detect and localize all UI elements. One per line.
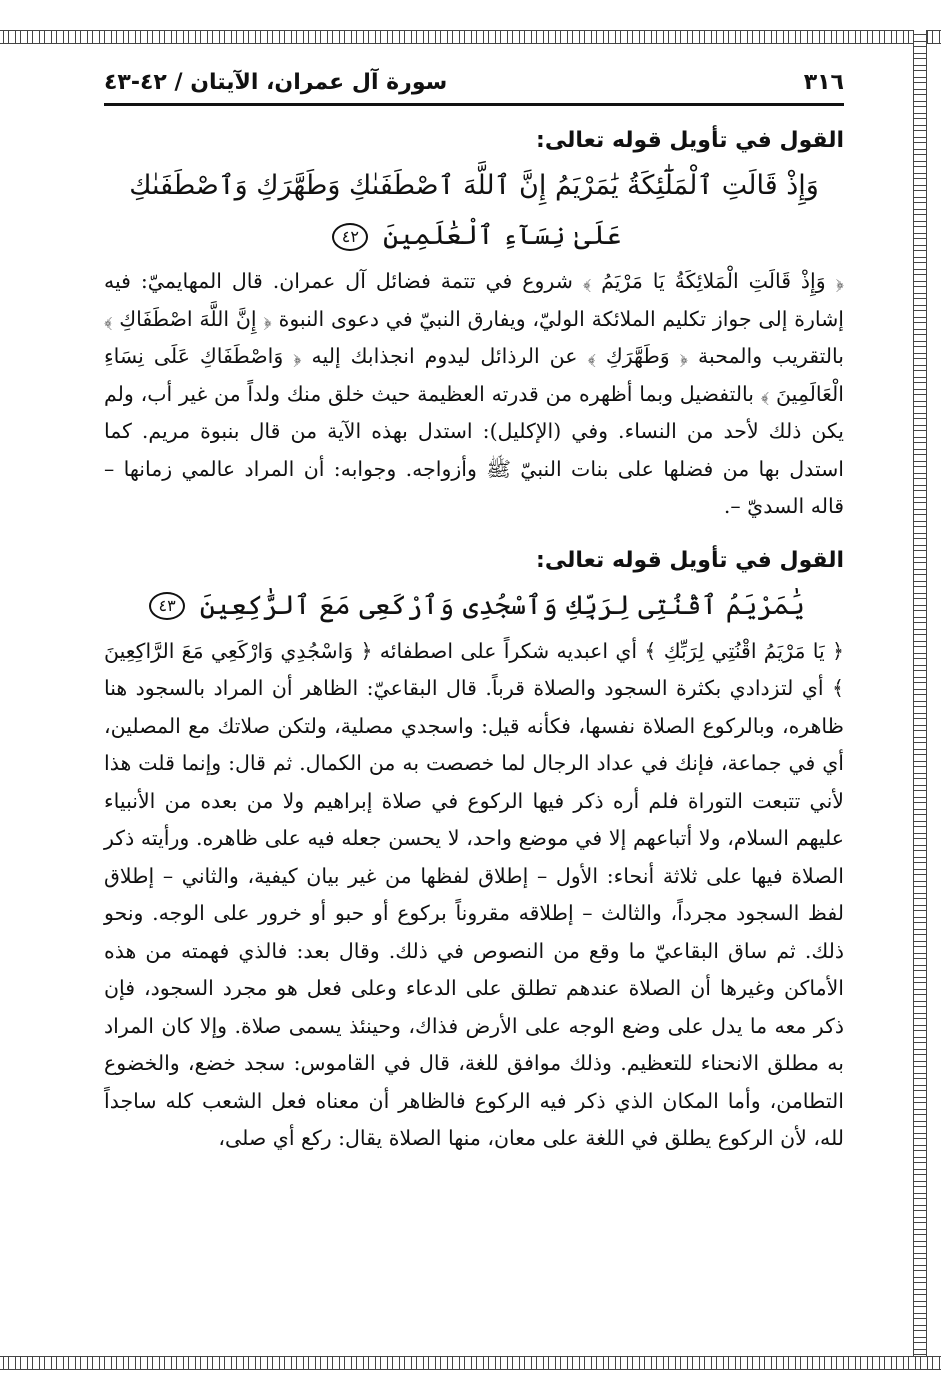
verse-text: يَٰمَرْيَمُ ٱقْنُتِى لِرَبِّكِ وَٱسْجُدِى وَٱرْكَعِى مَعَ ٱلرَّٰكِعِينَ [199, 589, 805, 621]
bottom-ornamental-border [0, 1356, 941, 1370]
section-heading: القول في تأويل قوله تعالى: [536, 547, 844, 573]
section-heading: القول في تأويل قوله تعالى: [536, 128, 844, 153]
verse-number-marker: ٤٢ [332, 223, 368, 251]
top-ornamental-border [0, 30, 941, 44]
commentary-paragraph: ﴿ وَإِذْ قَالَتِ الْمَلائِكَةُ يَا مَرْيَمُ ﴾ شروع في تتمة فضائل آل عمران. قال المهايميّ: فيه إشارة إلى جواز تكليم الملائكة الوليّ، ويفارق النبيّ في دعوى النبوة ﴿ إِنَّ اللَّهَ اصْطَفَاكِ ﴾ بالتقريب والمحبة ﴿ وَطَهَّرَكِ ﴾ عن الرذائل ليدوم انجذابك إليه ﴿ وَاصْطَفَاكِ عَلَى نِسَاءِ الْعَالَمِينَ ﴾ بالتفضيل وبما أظهره من قدرته العظيمة حيث خلق منك ولداً من غير أب، ولم يكن ذلك لأحد من النساء. وفي (الإكليل): استدل بهذه الآية من قال بنبوة مريم. كما استدل بها من فضلها على بنات النبيّ ﷺ وأزواجه. وجوابه: أن المراد عالمي زمانها – قاله السديّ –. [104, 269, 844, 518]
quran-verse-line [104, 213, 844, 259]
verse-text: عَلَىٰ نِسَآءِ ٱلْعَٰلَمِينَ [382, 220, 622, 251]
commentary-paragraph: ﴿ يَا مَرْيَمُ اقْنُتِي لِرَبِّكِ ﴾ أي اعبديه شكراً على اصطفائه ﴿ وَاسْجُدِي وَارْكَعِي مَعَ الرَّاكِعِينَ ﴾ أي لتزدادي بكثرة السجود والصلاة قرباً. قال البقاعيّ: الظاهر أن المراد بالسجود هنا ظاهره، وبالركوع الصلاة نفسها، فكأنه قيل: واسجدي مصلية، ولتكن صلاتك مع المصلين، أي في جماعة، فإنك في عداد الرجال لما خصصت به من الكمال. ثم قال: وإنما قلت هذا لأني تتبعت التوراة فلم أره ذكر فيها الركوع في صلاة إبراهيم ولا من بعده من الأنبياء عليهم السلام، ولا أتباعهم إلا في موضع واحد، لا يحسن جعله فيه على ظاهره. ورأيته ذكر الصلاة فيها على ثلاثة أنحاء: الأول – إطلاق لفظها من غير بيان كيفية، والثاني – إطلاق لفظ السجود مجرداً، والثالث – إطلاقه مقروناً بركوع أو حبو أو خرور على الوجه. ونحو ذلك. ثم ساق البقاعيّ ما وقع من النصوص في ذلك. وقال بعد: فالذي فهمته من هذه الأماكن وغيرها أن الصلاة عندهم تطلق على الدعاء وعلى فعل هو مجرد السجود، فإن ذكر معه ما يدل على وضع الوجه على الأرض فذاك، وحينئذ يسمى صلاة. وإلا كان المراد به مطلق الانحناء للتعظيم. وذلك موافق للغة، قال في القاموس: سجد خضع، والخضوع التطامن، وأما المكان الذي ذكر فيه الركوع فالظاهر أن معناه فعل الشعب كله ساجداً لله، لأن الركوع يطلق في اللغة على معان، منها الصلاة يقال: ركع أي صلى، [104, 638, 844, 1150]
section-verse-42 [104, 128, 844, 526]
right-ornamental-border [913, 30, 927, 1370]
book-page [104, 70, 844, 1162]
section-verse-43 [104, 548, 844, 1158]
running-title: سورة آل عمران، الآيتان / ٤٢-٤٣ [104, 70, 448, 95]
page-number: ٣١٦ [803, 70, 844, 95]
quran-verse-line [104, 583, 844, 629]
quran-verse-line: وَإِذْ قَالَتِ ٱلْمَلَٰٓئِكَةُ يَٰمَرْيَمُ إِنَّ ٱللَّهَ ٱصْطَفَىٰكِ وَطَهَّرَكِ وَٱصْطَفَىٰكِ [129, 170, 819, 201]
page-header [104, 70, 844, 106]
verse-number-marker: ٤٣ [149, 592, 185, 620]
